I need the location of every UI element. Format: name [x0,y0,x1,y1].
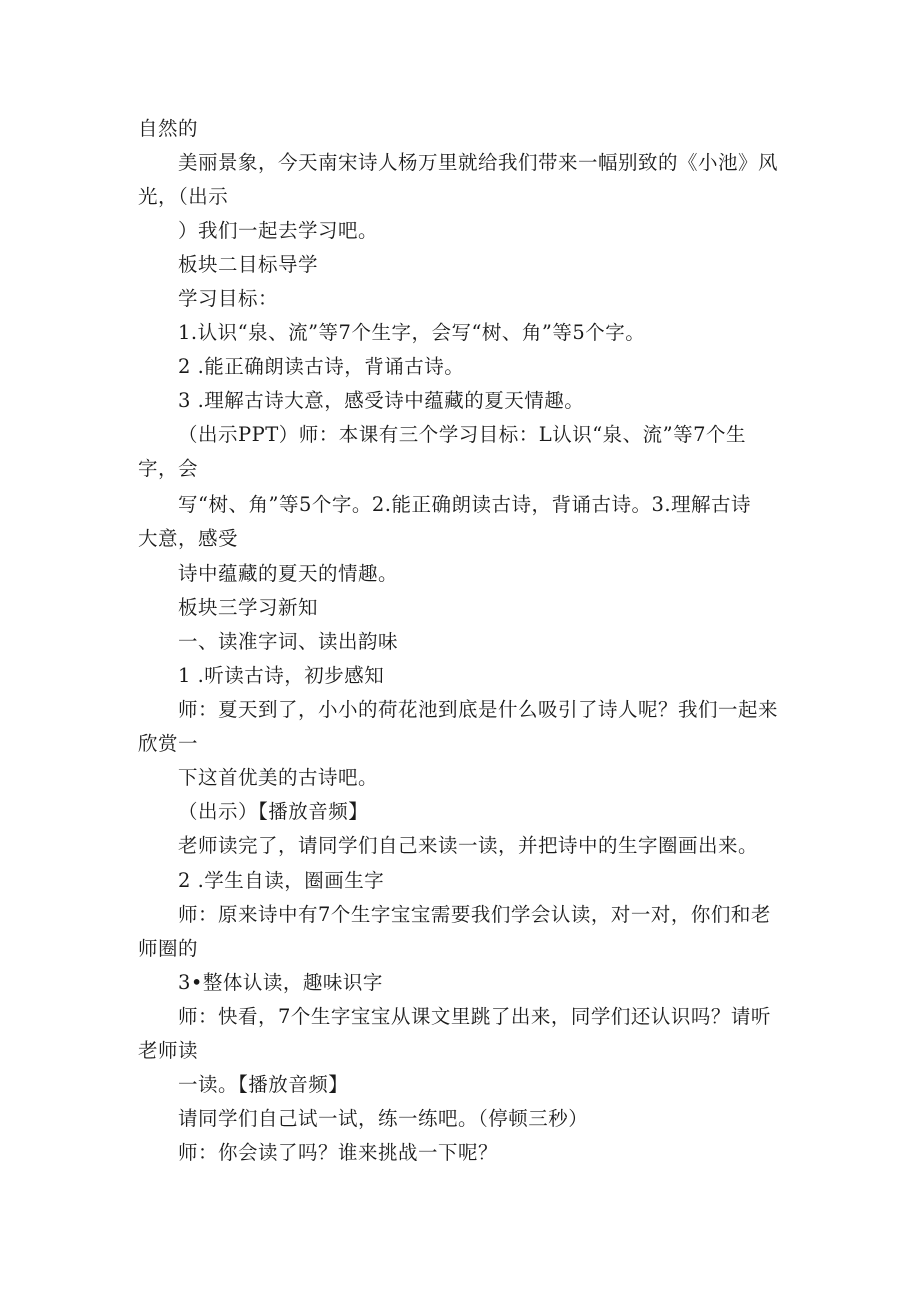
list-item: 1.认识“泉、流”等7个生字，会写“树、角”等5个字。 [178,321,646,344]
text-line: 自然的 [138,117,199,140]
text-line: （出示PPT）师：本课有三个学习目标：L认识“泉、流”等7个生 [178,423,747,446]
section-heading: 板块三学习新知 [178,596,319,619]
list-item: 3•整体认读，趣味识字 [178,971,383,994]
text-line: 字，会 [138,457,199,480]
list-item: 2 .能正确朗读古诗，背诵古诗。 [178,355,465,378]
text-line: 美丽景象，今天南宋诗人杨万里就给我们带来一幅别致的《小池》风 [178,151,779,174]
text-line: 师：夏天到了，小小的荷花池到底是什么吸引了诗人呢？我们一起来 [178,698,779,721]
text-line: 光，（出示 [138,185,229,208]
text-line: 诗中蕴藏的夏天的情趣。 [178,562,399,585]
text-line: 欣赏一 [138,732,199,755]
text-line: 一读。【播放音频】 [178,1073,349,1096]
list-item: 1 .听读古诗，初步感知 [178,664,385,687]
text-line: 师：原来诗中有7个生字宝宝需要我们学会认读，对一对，你们和老 [178,903,771,926]
text-line: 下这首优美的古诗吧。 [178,766,379,789]
text-line: （出示）【播放音频】 [178,800,369,823]
text-line: 请同学们自己试一试，练一练吧。（停顿三秒） [178,1107,589,1130]
text-line: 大意，感受 [138,527,239,550]
list-item: 2 .学生自读，圈画生字 [178,869,385,892]
text-line: 师：你会读了吗？谁来挑战一下呢？ [178,1141,499,1164]
text-line: 师：快看，7个生字宝宝从课文里跳了出来，同学们还认识吗？请听 [178,1005,771,1028]
text-line: 学习目标： [178,287,279,310]
text-line: 老师读完了，请同学们自己来读一读，并把诗中的生字圈画出来。 [178,834,759,857]
text-line: 一、读准字词、读出韵味 [178,630,399,653]
text-line: 师圈的 [138,937,199,960]
text-line: ）我们一起去学习吧。 [178,219,379,242]
text-line: 写“树、角”等5个字。2.能正确朗读古诗，背诵古诗。3.理解古诗 [178,493,752,516]
text-line: 老师读 [138,1039,199,1062]
list-item: 3 .理解古诗大意，感受诗中蕴藏的夏天情趣。 [178,389,585,412]
section-heading: 板块二目标导学 [178,253,319,276]
